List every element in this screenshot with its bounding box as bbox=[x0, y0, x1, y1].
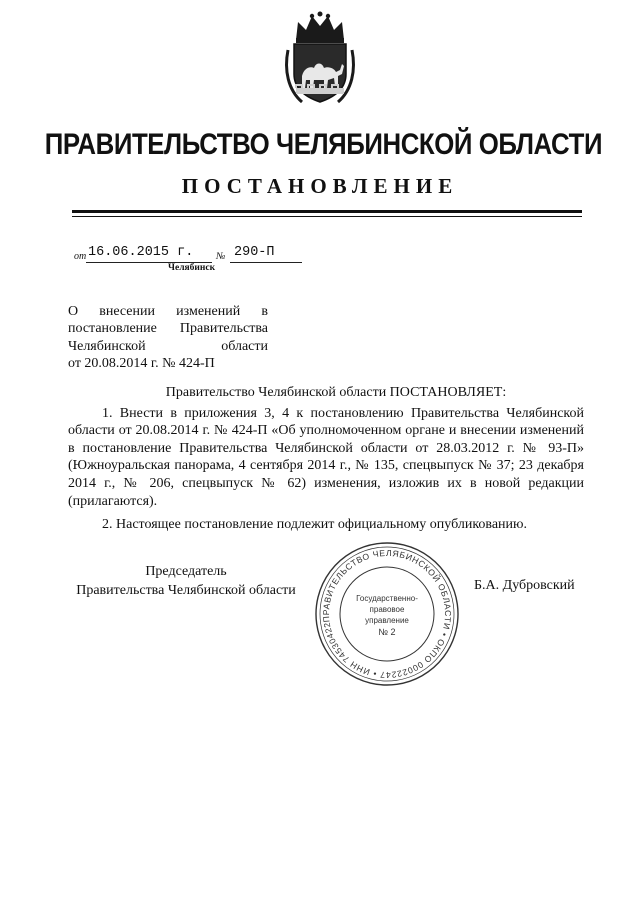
document-number: 290-П bbox=[234, 245, 275, 260]
subject-line: от 20.08.2014 г. № 424-П bbox=[68, 356, 215, 372]
stamp-center-line: Государственно- bbox=[356, 594, 418, 603]
resolution-item-2: 2. Настоящее постановление подлежит официальному опубликованию. bbox=[102, 517, 527, 533]
official-stamp bbox=[312, 539, 462, 689]
document-body bbox=[68, 384, 584, 534]
document-subject bbox=[68, 303, 268, 373]
stamp-center-line: управление bbox=[365, 616, 409, 625]
subject-line: постановление Правительства bbox=[68, 321, 268, 337]
stamp-center-line: № 2 bbox=[378, 627, 396, 637]
signatory-title-line: Правительства Челябинской области bbox=[76, 583, 296, 598]
subject-word: области bbox=[221, 338, 268, 354]
subject-line bbox=[68, 338, 268, 355]
from-label: от bbox=[74, 251, 87, 262]
city-name: Челябинск bbox=[168, 263, 216, 273]
document-type: ПОСТАНОВЛЕНИЕ bbox=[181, 174, 459, 198]
header-rule-thin bbox=[72, 216, 582, 217]
header-rule-thick bbox=[72, 210, 582, 213]
document-date: 16.06.2015 г. bbox=[88, 245, 194, 260]
stamp-center-line: правовое bbox=[369, 605, 405, 614]
signatory-name: Б.А. Дубровский bbox=[474, 578, 575, 593]
subject-word: Челябинской bbox=[68, 338, 146, 354]
signatory-title-line: Председатель bbox=[145, 564, 227, 579]
number-label: № bbox=[216, 251, 226, 262]
stamp-ring-text: ПРАВИТЕЛЬСТВО ЧЕЛЯБИНСКОЙ ОБЛАСТИ • ОКПО 00022247 • ИНН 7453042227 bbox=[320, 547, 454, 681]
subject-line: О внесении изменений в bbox=[68, 304, 268, 319]
signatory-title bbox=[68, 562, 304, 600]
resolution-item-1: 1. Внести в приложения 3, 4 к постановлению Правительства Челябинской области от 20.08.2014 г. № 424-П «Об уполномоченном органе и внесении изменений в постановление Правительства Челябинской области от 28.03.2012 г. № 93-П» (Южноуральская панорама, 4 сентября 2014 г., № 135, спецвыпуск № 37; 23 декабря 2014 г., № 206, спецвыпуск № 62) изменения, изложив их в новой редакции (прилагаются). bbox=[68, 405, 584, 509]
svg-text:ПРАВИТЕЛЬСТВО ЧЕЛЯБИНСКОЙ ОБЛА bbox=[312, 539, 462, 689]
number-underline bbox=[230, 262, 302, 263]
coat-of-arms-icon bbox=[282, 10, 358, 106]
resolution-lead: Правительство Челябинской области ПОСТАНОВЛЯЕТ: bbox=[165, 385, 507, 400]
government-title: ПРАВИТЕЛЬСТВО ЧЕЛЯБИНСКОЙ ОБЛАСТИ bbox=[44, 128, 603, 161]
